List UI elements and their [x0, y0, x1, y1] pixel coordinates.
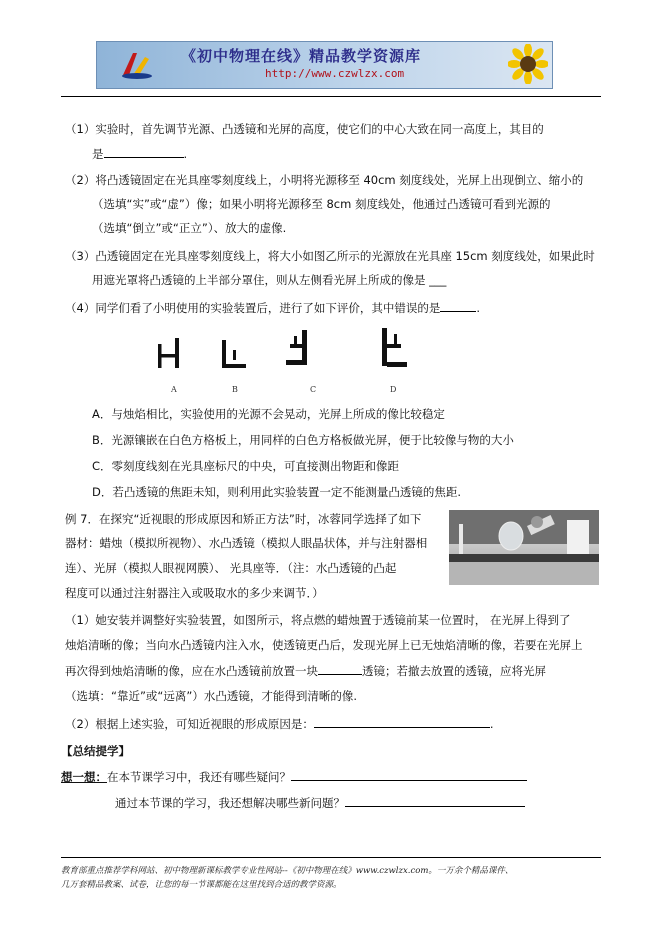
summary-q-b-blank: [345, 794, 525, 807]
ex7-p1-line4: （选填：“靠近”或“远离”）水凸透镜，才能得到清晰的像.: [65, 689, 357, 703]
ex7-line1: 例 7．在探究“近视眼的形成原因和矫正方法”时，冰蓉同学选择了如下: [65, 512, 422, 526]
ex7-p1-line3-suffix: 透镜；若撤去放置的透镜，应将光屏: [362, 664, 546, 678]
q2-line1: （2）将凸透镜固定在光具座零刻度线上，小明将光源移至 40cm 刻度线处，光屏上出现倒立、缩小的: [65, 173, 584, 187]
experiment-photo: [449, 510, 599, 585]
q4-figure: [150, 324, 410, 384]
summary-q-a: [61, 768, 527, 785]
experiment-photo-drawing: [449, 510, 599, 585]
summary-q-b-text: 通过本节课的学习，我还想解决哪些新问题？: [115, 796, 345, 810]
q2-line3: （选填“倒立”或“正立”）、放大的虚像.: [92, 221, 287, 235]
ex7-p2-suffix: .: [489, 717, 494, 731]
banner-url: http://www.czwlzx.com: [265, 67, 405, 80]
ex7-lens-blank: [318, 662, 362, 675]
footer-rule: [61, 857, 601, 858]
footer-line1: 教育部重点推荐学科网站、初中物理新课标教学专业性网站--《初中物理在线》www.czwlzx.com。一万余个精品课件、: [61, 866, 514, 876]
q1-prefix: 是: [92, 147, 104, 161]
q4-suffix: .: [476, 301, 480, 315]
ex7-line4: 程度可以通过注射器注入或吸取水的多少来调节．）: [65, 586, 324, 600]
think-label: 想一想：: [61, 770, 107, 784]
ex7-p2: [65, 715, 493, 732]
ex7-line2: 器材：蜡烛（模拟所视物）、水凸透镜（模拟人眼晶状体，并与注射器相: [65, 536, 428, 550]
q4-blank: [440, 299, 476, 312]
figure-label-a: A: [171, 385, 177, 394]
figure-c-glyph: [286, 330, 307, 365]
figure-label-b: B: [232, 385, 238, 394]
ex7-p1-line2: 烛焰清晰的像；当向水凸透镜内注入水，使透镜更凸后，发现光屏上已无烛焰清晰的像，若要在光屏上: [65, 638, 583, 652]
logo-icon: [119, 47, 153, 81]
ex7-line3: 连）、光屏（模拟人眼视网膜）、 光具座等．（注：水凸透镜的凸起: [65, 561, 397, 575]
summary-q-a-text: 在本节课学习中，我还有哪些疑问？: [107, 770, 291, 784]
header-banner: [96, 41, 553, 89]
q1-suffix: .: [183, 147, 188, 161]
figure-a-glyph: [158, 338, 179, 368]
q1-line1: （1）实验时，首先调节光源、凸透镜和光屏的高度，使它们的中心大致在同一高度上，其目的: [65, 122, 544, 136]
figure-d-glyph: [382, 328, 407, 367]
q4-option-c: C．零刻度线刻在光具座标尺的中央，可直接测出物距和像距: [92, 459, 400, 473]
q1-blank: [104, 145, 184, 158]
header-rule: [61, 96, 601, 97]
q3-line1: （3）凸透镜固定在光具座零刻度线上，将大小如图乙所示的光源放在光具座 15cm 刻度线处，如果此时: [65, 249, 595, 263]
ex7-p1-line3-prefix: 再次得到烛焰清晰的像，应在水凸透镜前放置一块: [65, 664, 318, 678]
ex7-p2-prefix: （2）根据上述实验，可知近视眼的形成原因是：: [65, 717, 314, 731]
ex7-p1-line3: [65, 662, 546, 679]
ex7-p2-blank: [314, 715, 490, 728]
q1-line2: [92, 145, 187, 162]
q4-option-d: D．若凸透镜的焦距未知，则利用此实验装置一定不能测量凸透镜的焦距.: [92, 485, 462, 499]
q2-line2: （选填“实”或“虚”）像；如果小明将光源移至 8cm 刻度线处，他通过凸透镜可看到光源的: [92, 197, 551, 211]
q4-option-b: B．光源镶嵌在白色方格板上，用同样的白色方格板做光屏，便于比较像与物的大小: [92, 433, 514, 447]
q3-line2: 用遮光罩将凸透镜的上半部分罩住，则从左侧看光屏上所成的像是 ___: [92, 273, 447, 287]
banner-title: 《初中物理在线》精品教学资源库: [181, 47, 422, 65]
summary-q-a-blank: [291, 768, 527, 781]
q4-line1: [65, 299, 480, 316]
q4-option-a: A．与烛焰相比，实验使用的光源不会晃动，光屏上所成的像比较稳定: [92, 407, 445, 421]
figure-b-glyph: [222, 340, 246, 368]
summary-q-b: [115, 794, 525, 811]
summary-heading: 【总结提学】: [61, 744, 130, 758]
figure-label-d: D: [390, 385, 397, 394]
sunflower-icon: [508, 44, 548, 84]
footer-line2: 几万套精品教案、试卷，让您的每一节课都能在这里找到合适的教学资源。: [61, 880, 342, 890]
figure-label-c: C: [310, 385, 317, 394]
q4-prefix: （4）同学们看了小明使用的实验装置后，进行了如下评价，其中错误的是: [65, 301, 441, 315]
ex7-p1-line1: （1）她安装并调整好实验装置，如图所示，将点燃的蜡烛置于透镜前某一位置时， 在光屏上得到了: [65, 613, 571, 627]
